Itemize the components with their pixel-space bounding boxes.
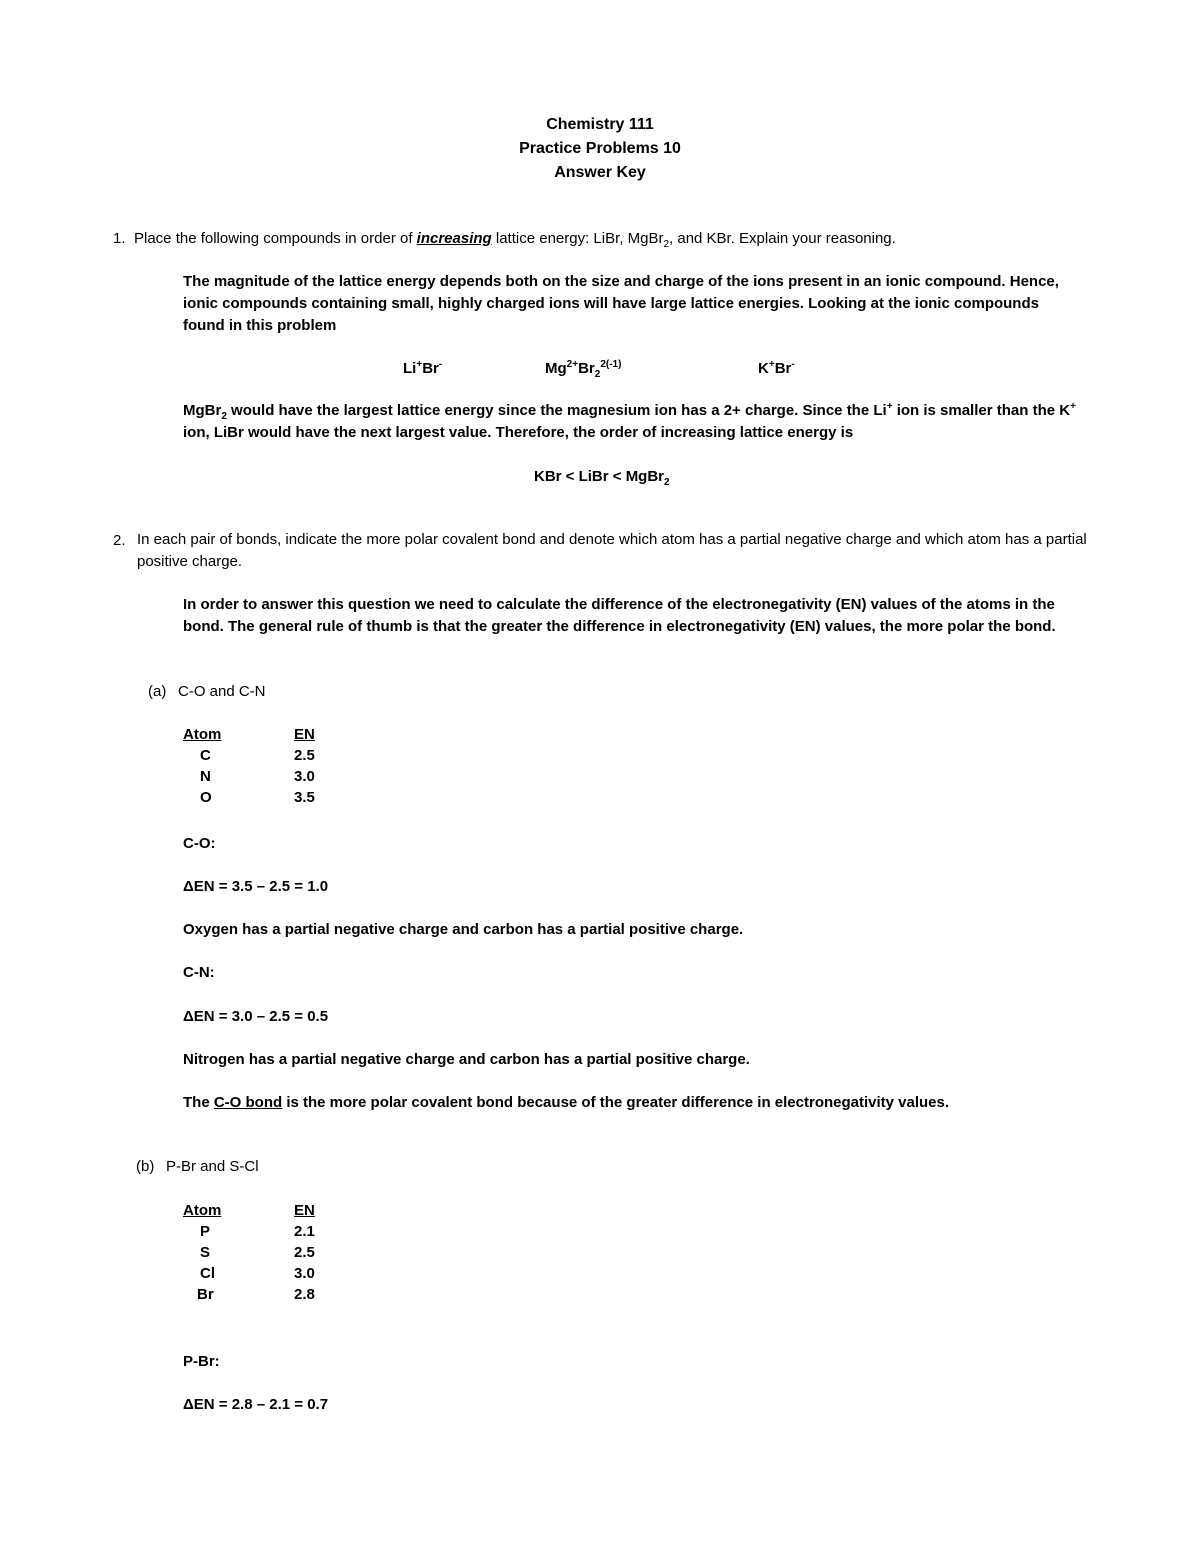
table-row: O 3.5 [200, 789, 315, 806]
part-a-title: C-O and C-N [178, 683, 266, 700]
table-row: C 2.5 [200, 747, 315, 764]
table-row: N 3.0 [200, 768, 315, 785]
delta-symbol: Δ [183, 1396, 194, 1413]
cn-text: Nitrogen has a partial negative charge and carbon has a partial positive charge. [183, 1051, 750, 1068]
table-header-atom: Atom [183, 1202, 222, 1219]
table-row: P 2.1 [200, 1223, 315, 1240]
delta-symbol: Δ [183, 1008, 194, 1025]
part-a-table [183, 727, 333, 811]
part-a-conclusion: The C-O bond is the more polar covalent bond because of the greater difference in electronegativity values. [183, 1094, 950, 1111]
table-header-en: EN [294, 1202, 315, 1219]
table-row: S 2.5 [200, 1244, 315, 1261]
delta-symbol: Δ [183, 878, 194, 895]
part-a-label: (a) [148, 683, 167, 700]
ion-k-br: K+Br- [758, 359, 795, 377]
q2-number: 2. [113, 532, 126, 549]
co-text: Oxygen has a partial negative charge and carbon has a partial positive charge. [183, 921, 744, 938]
table-header-en: EN [294, 726, 315, 743]
pbr-calc: ΔEN = 2.8 – 2.1 = 0.7 [183, 1396, 329, 1413]
part-b-title: P-Br and S-Cl [166, 1158, 259, 1175]
part-b-table [183, 1203, 333, 1308]
q2-prompt: In each pair of bonds, indicate the more polar covalent bond and denote which atom has a partial negative charge and which atom has a partial positive charge. [137, 531, 1087, 570]
q1-answer-para: The magnitude of the lattice energy depends both on the size and charge of the ions present in an ionic compound. Hence, ionic compounds containing small, highly charged ions will have large lattice energies. Looking at the ionic compounds found in this problem [183, 273, 1059, 334]
co-calc: ΔEN = 3.5 – 2.5 = 1.0 [183, 878, 329, 895]
q1-answer-para2: MgBr$_2$ would have the largest lattice energy since the magnesium ion has a 2+ charge. Since the Li+ ion is smaller than the K+ ion, LiBr would have the next largest value. Therefore, the order of increasing lattice energy is [183, 401, 1076, 441]
ion-mg-br2: $Mg^{2+}Br_2^{2(-1)}$ [545, 359, 622, 380]
pbr-label: P-Br: [183, 1353, 220, 1370]
cn-calc: ΔEN = 3.0 – 2.5 = 0.5 [183, 1008, 329, 1025]
cn-label: C-N: [183, 964, 215, 981]
table-header-atom: Atom [183, 726, 222, 743]
doc-title-key: Answer Key [554, 164, 646, 181]
q2-intro: In order to answer this question we need to calculate the difference of the electronegativity (EN) values of the atoms in the bond. The general rule of thumb is that the greater the difference in electronegativity (EN) values, the more polar the bond. [183, 596, 1056, 635]
table-row: Cl 3.0 [200, 1265, 315, 1282]
q1-order: KBr < LiBr < MgBr$_2$ [534, 468, 670, 488]
co-label: C-O: [183, 835, 216, 852]
table-row: Br 2.8 [197, 1286, 315, 1303]
doc-title-course: Chemistry 111 [546, 116, 654, 133]
doc-title-set: Practice Problems 10 [519, 140, 681, 157]
ion-li-br: Li+Br- [403, 359, 443, 377]
q1-prompt: Place the following compounds in order of increasing lattice energy: LiBr, MgBr$_2$, and KBr. Explain your reasoning. [134, 230, 896, 250]
q1-number: 1. [113, 230, 126, 247]
part-b-label: (b) [136, 1158, 155, 1175]
